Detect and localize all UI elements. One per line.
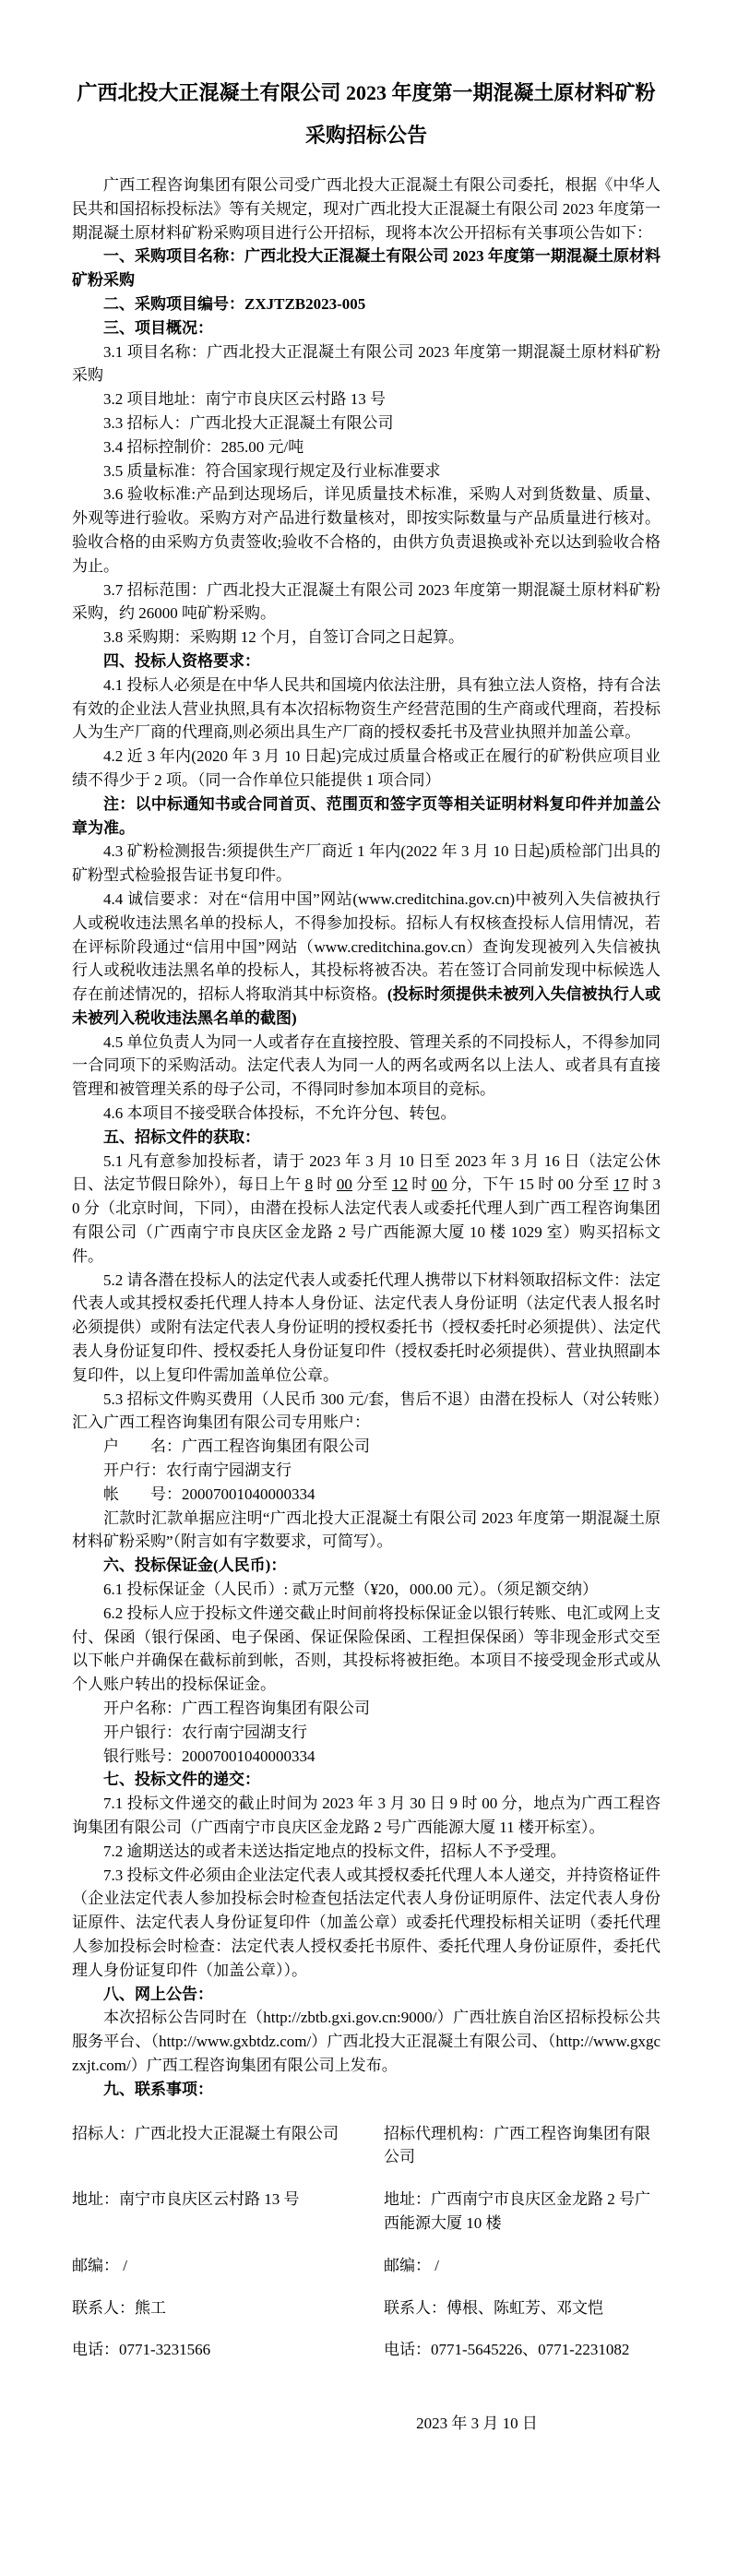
paragraph [72, 674, 661, 745]
contact-cell: 地址：广西南宁市良庆区金龙路 2 号广西能源大厦 10 楼 [384, 2190, 650, 2232]
text-run: 3.6 验收标准:产品到达现场后，详见质量技术标准，采购人对到货数量、质量、外观等进行验收。采购方对产品进行数量核对，即按实际数量与产品质量进行核对。验收合格的由采购方负责签收;验收不合格的，由供方负责退换或补充以达到验收合格为止。 [72, 485, 661, 575]
paragraph [72, 411, 661, 435]
contact-cell: 电话：0771-3231566 [72, 2341, 211, 2359]
text-run: 二、采购项目编号：ZXJTZB2023-005 [103, 294, 366, 313]
contact-cell: 电话：0771-5645226、0771-2231082 [384, 2341, 630, 2359]
contact-cell: 邮编： / [384, 2256, 439, 2274]
paragraph [72, 1150, 661, 1269]
paragraph [72, 340, 661, 388]
paragraph [72, 1840, 661, 1864]
text-run: 5.2 请各潜在投标人的法定代表人或委托代理人携带以下材料领取招标文件：法定代表人或其授权委托代理人持本人身份证、法定代表人身份证明（法定代表人报名时必须提供）或附有法定代表人身份证明的授权委托书（授权委托时必须提供）、法定代表人身份证复印件、授权委托人身份证复印件（授权委托时必须提供）、营业执照副本复印件，以上复印件需加盖单位公章。 [72, 1270, 661, 1384]
text-run: 银行账号：20007001040000334 [103, 1747, 315, 1765]
paragraph [72, 1864, 661, 1983]
text-run: 八、网上公告： [103, 1985, 213, 2003]
section-heading [72, 793, 661, 841]
text-run: 时 [407, 1175, 432, 1194]
text-run: 4.1 投标人必须是在中华人民共和国境内依法注册，具有独立法人资格，持有合法有效的企业法人营业执照,具有本次招标物资生产经营范围的生产商或代理商，若投标人为生产厂商的代理商,则必须出具生产厂商的授权委托书及营业执照并加盖公章。 [72, 675, 661, 742]
paragraph [72, 435, 661, 459]
text-run: 4.5 单位负责人为同一人或者存在直接控股、管理关系的不同投标人，不得参加同一合同项下的采购活动。法定代表人为同一人的两名或两名以上法人、或者具有直接管理和被管理关系的母子公司，不得同时参加本项目的竞标。 [72, 1032, 661, 1099]
text-run: 4.4 诚信要求：对在“信用中国”网站(www.creditchina.gov.cn)中被列入失信被执行人或税收违法黑名单的投标人，不得参加投标。招标人有权核查投标人信用情况，若在评标阶段通过“信用中国”网站（www.creditchina.gov.cn）查询发现被列入失信被执行人或税收违法黑名单的投标人，其投标将被否决。若在签订合同前发现中标候选人存在前述情况的，招标人将取消其中标资格。 [72, 889, 661, 1004]
section-heading [72, 244, 661, 292]
text-run: 注：以中标通知书或合同首页、范围页和签字页等相关证明材料复印件并加盖公章为准。 [72, 794, 661, 837]
paragraph [72, 1745, 661, 1769]
section-heading [72, 1768, 661, 1792]
contact-table [72, 2122, 661, 2363]
document-title-line1: 广西北投大正混凝土有限公司 2023 年度第一期混凝土原材料矿粉 [77, 81, 656, 104]
text-run: 3.8 采购期：采购期 12 个月，自签订合同之日起算。 [103, 628, 464, 647]
text-run: 4.3 矿粉检测报告:须提供生产厂商近 1 年内(2022 年 3 月 10 日起)质检部门出具的矿粉型式检验报告证书复印件。 [72, 842, 661, 885]
section-heading [72, 1126, 661, 1150]
section-heading [72, 2078, 661, 2102]
text-run: 户 名：广西工程咨询集团有限公司 [103, 1437, 370, 1456]
underlined-text: 17 [613, 1175, 629, 1194]
paragraph [72, 1602, 661, 1697]
text-run: 分至 [351, 1175, 392, 1194]
text-run: 四、投标人资格要求： [103, 651, 260, 670]
underlined-text: 8 [304, 1175, 314, 1194]
paragraph [72, 1507, 661, 1555]
contact-cell: 招标人：广西北投大正混凝土有限公司 [72, 2124, 339, 2142]
paragraph [72, 888, 661, 1031]
text-run: 时 [313, 1175, 337, 1194]
text-run: 3.3 招标人：广西北投大正混凝土有限公司 [103, 413, 394, 432]
text-run: 开户银行：农行南宁园湖支行 [103, 1723, 307, 1741]
contact-cell: 招标代理机构：广西工程咨询集团有限公司 [384, 2124, 650, 2166]
text-run: 广西工程咨询集团有限公司受广西北投大正混凝土有限公司委托，根据《中华人民共和国招标投标法》等有关规定，现对广西北投大正混凝土有限公司 2023 年度第一期混凝土原材料矿粉采购项目进行公开招标，现将本次公开招标有关事项公告如下： [72, 176, 661, 242]
underlined-text: 12 [391, 1175, 408, 1194]
section-heading [72, 1554, 661, 1578]
paragraph [72, 1269, 661, 1388]
text-run: 开户名称：广西工程咨询集团有限公司 [103, 1699, 370, 1717]
text-run: 九、联系事项： [103, 2080, 213, 2098]
text-run: 5.3 招标文件购买费用（人民币 300 元/套，售后不退）由潜在投标人（对公转账）汇入广西工程咨询集团有限公司专用账户： [72, 1389, 661, 1432]
paragraph [72, 173, 661, 244]
underlined-text: 00 [336, 1175, 352, 1194]
text-run: 7.2 逾期送达的或者未送达指定地点的投标文件，招标人不予受理。 [103, 1842, 566, 1860]
contact-cell: 联系人：傅根、陈虹芳、邓文恺 [384, 2298, 603, 2317]
paragraph [72, 1483, 661, 1507]
paragraph [72, 626, 661, 650]
contact-cell: 邮编： / [72, 2256, 127, 2274]
paragraph [72, 459, 661, 483]
paragraph [72, 388, 661, 411]
text-run: 4.6 本项目不接受联合体投标，不允许分包、转包。 [103, 1104, 457, 1123]
paragraph [72, 1721, 661, 1745]
document-title [72, 72, 661, 157]
paragraph [72, 1459, 661, 1483]
document-title-line2: 采购招标公告 [304, 124, 427, 147]
text-run: 3.5 质量标准：符合国家现行规定及行业标准要求 [103, 461, 441, 480]
text-run: 3.7 招标范围：广西北投大正混凝土有限公司 2023 年度第一期混凝土原材料矿粉采购，约 26000 吨矿粉采购。 [72, 580, 661, 623]
text-run: 3.4 招标控制价：285.00 元/吨 [103, 437, 304, 456]
text-run: 时 30 分（北京时间，下同），由潜在投标人法定代表人或委托代理人到广西工程咨询集团有限公司（广西南宁市良庆区金龙路 2 号广西能源大厦 10 楼 1029 室）购买招标文件。 [72, 1175, 661, 1265]
section-heading [72, 292, 661, 316]
paragraph [72, 840, 661, 888]
text-run: 一、采购项目名称：广西北投大正混凝土有限公司 2023 年度第一期混凝土原材料矿粉采购 [72, 247, 661, 290]
text-run: 6.2 投标人应于投标文件递交截止时间前将投标保证金以银行转账、电汇或网上支付、保函（银行保函、电子保函、保证保险保函、工程担保保函）等非现金形式交至以下帐户并确保在截标前到帐，否则，其投标将被拒绝。本项目不接受现金形式或从个人账户转出的投标保证金。 [72, 1604, 661, 1694]
text-run: 7.1 投标文件递交的截止时间为 2023 年 3 月 30 日 9 时 00 分，地点为广西工程咨询集团有限公司（广西南宁市良庆区金龙路 2 号广西能源大厦 11 楼开标室）。 [72, 1795, 661, 1836]
paragraph [72, 1031, 661, 1102]
paragraph [72, 1435, 661, 1459]
bold-text: (投标时须提供未被列入失信被执行人或未被列入税收违法黑名单的截图) [72, 985, 661, 1027]
underlined-text: 00 [431, 1175, 447, 1194]
text-run: 五、招标文件的获取： [103, 1127, 260, 1146]
text-run: 5.1 凡有意参加投标者，请于 2023 年 3 月 10 日至 2023 年 3 月 16 日（法定公休日、法定节假日除外），每日上午 [72, 1151, 661, 1194]
document-body [72, 173, 661, 2102]
contact-cell: 地址：南宁市良庆区云村路 13 号 [72, 2190, 300, 2209]
paragraph [72, 483, 661, 578]
section-heading [72, 1983, 661, 2007]
text-run: 4.2 近 3 年内(2020 年 3 月 10 日起)完成过质量合格或正在履行的矿粉供应项目业绩不得少于 2 项。（同一合作单位只能提供 1 项合同） [72, 747, 661, 789]
text-run: 本次招标公告同时在（http://zbtb.gxi.gov.cn:9000/）广西壮族自治区招标投标公共服务平台、（http://www.gxbtdz.com/）广西北投大正混凝土有限公司、（http://www.gxgczxjt.com/）广西工程咨询集团有限公司上发布。 [72, 2009, 661, 2074]
section-heading [72, 650, 661, 674]
section-heading [72, 316, 661, 340]
text-run: 6.1 投标保证金（人民币）: 贰万元整（¥20，000.00 元）。（须足额交纳） [103, 1580, 598, 1599]
paragraph [72, 578, 661, 626]
text-run: 开户行：农行南宁园湖支行 [103, 1461, 292, 1480]
paragraph [72, 1697, 661, 1721]
paragraph [72, 1792, 661, 1840]
text-run: 3.2 项目地址：南宁市良庆区云村路 13 号 [103, 390, 386, 409]
text-run: 三、项目概况： [103, 318, 213, 337]
paragraph [72, 2006, 661, 2077]
document-date: 2023 年 3 月 10 日 [416, 2415, 538, 2433]
contact-cell: 联系人：熊工 [72, 2298, 166, 2317]
text-run: 七、投标文件的递交： [103, 1771, 260, 1789]
paragraph [72, 1102, 661, 1126]
text-run: 3.1 项目名称：广西北投大正混凝土有限公司 2023 年度第一期混凝土原材料矿粉采购 [72, 342, 661, 385]
paragraph [72, 745, 661, 793]
paragraph [72, 1388, 661, 1436]
text-run: 分，下午 15 时 00 分至 [446, 1175, 613, 1194]
text-run: 六、投标保证金(人民币)： [103, 1556, 287, 1575]
text-run: 汇款时汇款单据应注明“广西北投大正混凝土有限公司 2023 年度第一期混凝土原材料矿粉采购”（附言如有字数要求，可简写）。 [72, 1509, 661, 1551]
text-run: 7.3 投标文件必须由企业法定代表人或其授权委托代理人本人递交，并持资格证件（企业法定代表人参加投标会时检查包括法定代表人身份证明原件、法定代表人身份证原件、法定代表人身份证复印件（加盖公章）或委托代理投标相关证明（委托代理人参加投标会时检查：法定代表人授权委托书原件、委托代理人身份证原件，委托代理人身份证复印件（加盖公章））。 [72, 1866, 661, 1979]
text-run: 帐 号：20007001040000334 [103, 1485, 315, 1503]
paragraph [72, 1578, 661, 1602]
